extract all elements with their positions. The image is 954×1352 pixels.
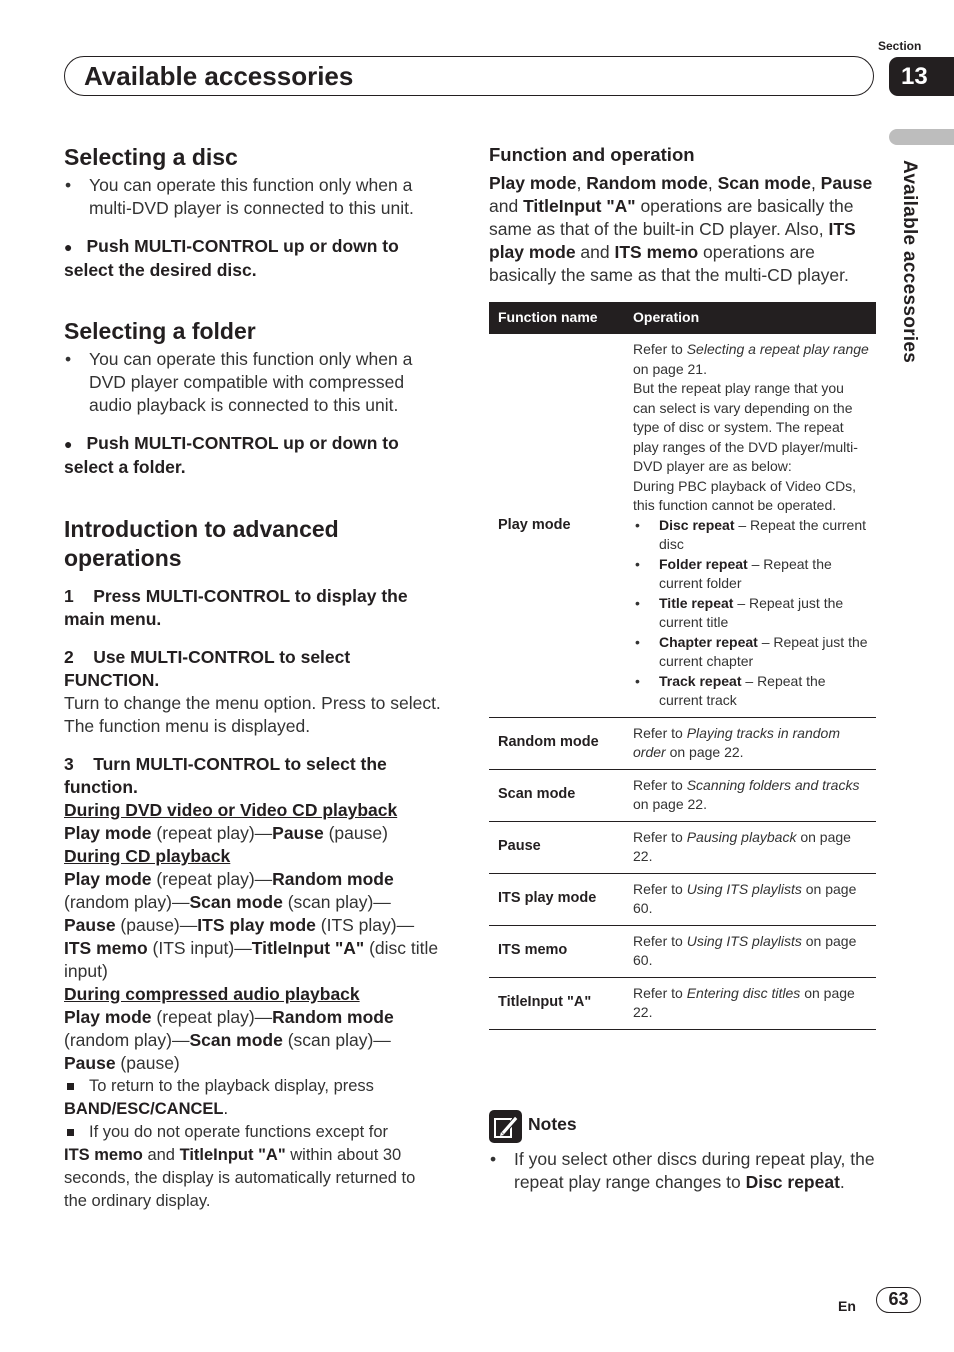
ref-page: on page 22. [633,984,855,1020]
note-return-display [64,1075,442,1098]
disc-bullet: • You can operate this function only when a multi-DVD player is connected to this unit. [64,174,442,220]
note-text: If you select other discs during repeat play, the repeat play range changes to [514,1149,875,1192]
operation-cell [624,925,876,977]
ref-title: Playing tracks in random order [633,724,840,760]
seq-text: (random play)— [64,892,190,912]
notes-list [489,1148,876,1194]
seq-scan-mode: Scan mode [189,892,283,912]
ref-text: Refer to [633,984,687,1001]
item-bold: Disc repeat [659,516,735,533]
cd-playback-heading: During CD playback [64,846,231,866]
operation-cell [624,769,876,821]
table-row [489,925,876,977]
compressed-playback-heading: During compressed audio playback [64,984,360,1004]
ref-text: Refer to [633,341,687,357]
para-text: , [810,173,821,193]
seq-play-mode: Play mode [64,869,152,889]
operation-cell [624,717,876,769]
item-bold: Title repeat [659,594,734,611]
disc-push-text: Push MULTI-CONTROL up or down to select the desired disc. [64,236,399,280]
para-bold: Scan mode [717,173,811,193]
heading-function-operation: Function and operation [489,144,695,165]
ref-title: Pausing playback [686,828,797,845]
seq-text: (disc title input) [64,938,439,981]
item-text: – Repeat the current disc [659,516,867,552]
list-item [633,555,870,594]
seq-play-mode: Play mode [64,1007,152,1027]
seq-random-mode: Random mode [272,1007,394,1027]
operation-text: During PBC playback of Video CDs, this function cannot be operated. [633,477,857,513]
step-1 [64,585,442,631]
ref-page: on page 60. [633,880,857,916]
para-text: operations are basically the same as that the multi-CD player. [489,242,849,285]
operation-cell [624,977,876,1029]
header-operation: Operation [624,302,876,334]
note-text: If you do not operate functions except for [89,1123,389,1141]
side-tab-text: Available accessories [899,160,920,364]
header-function-name: Function name [489,302,624,334]
seq-text: (scan play)— [282,892,391,912]
note-key: BAND/ESC/CANCEL [64,1100,224,1118]
step-number: 1 [64,586,74,606]
seq-random-mode: Random mode [272,869,394,889]
para-text: and [489,196,524,216]
seq-text: (repeat play)— [151,1007,273,1027]
function-name: Play mode [489,334,624,717]
note-text: and [142,1146,180,1164]
operation-cell [624,873,876,925]
ref-title: Entering disc titles [686,984,801,1001]
step-2-text-1: Turn to change the menu option. Press to select. [64,693,441,713]
operation-cell [624,334,876,717]
para-text: , [707,173,718,193]
function-name: Scan mode [489,769,624,821]
side-tab-marker [889,129,954,145]
folder-push-text: Push MULTI-CONTROL up or down to select a folder. [64,433,399,477]
table-row [489,977,876,1029]
ref-page: on page 60. [633,932,857,968]
list-item [633,594,870,633]
step-text: Use MULTI-CONTROL to select FUNCTION. [64,647,351,690]
step-2 [64,646,442,692]
ref-text: Refer to [633,828,687,845]
para-text: operations are basically the same as that of the built-in CD player. Also, [489,196,854,239]
ref-text: Refer to [633,724,687,741]
disc-push-instruction [64,235,442,282]
ref-title: Scanning folders and tracks [686,776,860,793]
ref-title: Selecting a repeat play range [686,341,869,357]
operation-ref [633,340,870,379]
item-text: – Repeat just the current chapter [659,633,868,669]
note-bold: Disc repeat [745,1172,840,1192]
seq-pause: Pause [272,823,324,843]
item-text: – Repeat just the current title [659,594,844,630]
para-bold: Random mode [586,173,708,193]
ref-text: Refer to [633,880,687,897]
para-bold: Pause [820,173,873,193]
function-table [489,302,876,1030]
para-bold: Play mode [489,173,577,193]
intro-paragraph [489,172,876,287]
seq-its-play-mode: ITS play mode [197,915,316,935]
list-item [633,633,870,672]
note-text: To return to the playback display, press [89,1077,374,1095]
dvd-sequence [64,822,442,845]
step-number: 3 [64,754,74,774]
language-label: En [838,1298,856,1314]
heading-selecting-disc: Selecting a disc [64,144,238,170]
notes-pencil-icon [489,1110,522,1143]
seq-scan-mode: Scan mode [189,1030,283,1050]
heading-intro-advanced: Introduction to advanced operations [64,516,339,571]
note-key: ITS memo [64,1146,143,1164]
seq-text: (pause) [115,1053,180,1073]
seq-text: (repeat play)— [151,823,273,843]
notes-label: Notes [528,1114,577,1134]
right-column [489,143,876,1030]
seq-titleinput: TitleInput "A" [251,938,365,958]
page-title: Available accessories [84,61,354,91]
para-bold: TitleInput "A" [523,196,636,216]
ref-page: on page 22. [665,744,744,760]
step-number: 2 [64,647,74,667]
function-name: TitleInput "A" [489,977,624,1029]
para-text: and [575,242,615,262]
list-item [633,672,870,711]
function-name: ITS play mode [489,873,624,925]
seq-text: (pause)— [115,915,198,935]
note-timeout [64,1121,442,1144]
step-text: Press MULTI-CONTROL to display the main menu. [64,586,408,629]
table-row [489,769,876,821]
seq-text: (ITS play)— [315,915,415,935]
para-text: , [576,173,587,193]
note-text: within about 30 seconds, the display is automatically returned to the ordinary display. [64,1146,416,1210]
item-bold: Track repeat [659,672,742,689]
list-item [633,516,870,555]
operation-text: But the repeat play range that you can select is vary depending on the type of disc or system. The repeat play ranges of the DVD player/multi-DVD player are as below: [633,380,858,474]
operation-cell [624,821,876,873]
ref-page: on page 22. [633,828,851,864]
note-item [489,1148,876,1194]
function-name: ITS memo [489,925,624,977]
seq-pause: Pause [64,1053,116,1073]
item-text: – Repeat the current track [659,672,826,708]
heading-selecting-folder: Selecting a folder [64,318,256,344]
ref-title: Using ITS playlists [686,932,802,949]
seq-play-mode: Play mode [64,823,152,843]
ref-page: on page 21. [633,360,707,377]
folder-bullet: • You can operate this function only when a DVD player compatible with compressed audio playback is connected to this unit. [64,348,442,417]
table-header-row [489,302,876,334]
note-return-key [64,1098,442,1121]
item-bold: Folder repeat [659,555,748,572]
step-text: Turn MULTI-CONTROL to select the function. [64,754,387,797]
dvd-playback-heading: During DVD video or Video CD playback [64,800,398,820]
ref-text: Refer to [633,932,687,949]
seq-its-memo: ITS memo [64,938,148,958]
table-row [489,334,876,717]
cd-sequence [64,868,442,983]
ref-title: Using ITS playlists [686,880,802,897]
seq-text: (scan play)— [282,1030,391,1050]
function-name: Random mode [489,717,624,769]
para-bold: ITS memo [614,242,699,262]
section-label: Section [878,39,922,53]
note-text: . [223,1100,229,1118]
step-3 [64,753,442,799]
item-text: – Repeat the current folder [659,555,832,591]
note-text: . [839,1172,845,1192]
function-name: Pause [489,821,624,873]
seq-text: (repeat play)— [151,869,273,889]
ref-text: Refer to [633,776,687,793]
filled-circle-icon: ● [64,436,73,452]
folder-push-instruction [64,432,442,479]
table-row [489,717,876,769]
seq-text: (pause) [323,823,388,843]
note-timeout-cont [64,1144,442,1213]
page-number: 63 [876,1287,921,1313]
section-number: 13 [889,57,954,96]
left-column [64,143,442,1213]
ref-page: on page 22. [633,796,707,812]
seq-text: (ITS input)— [147,938,252,958]
filled-circle-icon: ● [64,239,73,255]
item-bold: Chapter repeat [659,633,758,650]
seq-text: (random play)— [64,1030,190,1050]
step-2-text-2: The function menu is displayed. [64,716,311,736]
seq-pause: Pause [64,915,116,935]
para-bold: ITS play mode [489,219,856,262]
table-row [489,821,876,873]
note-key: TitleInput "A" [179,1146,286,1164]
table-row [489,873,876,925]
compressed-sequence [64,1006,442,1075]
